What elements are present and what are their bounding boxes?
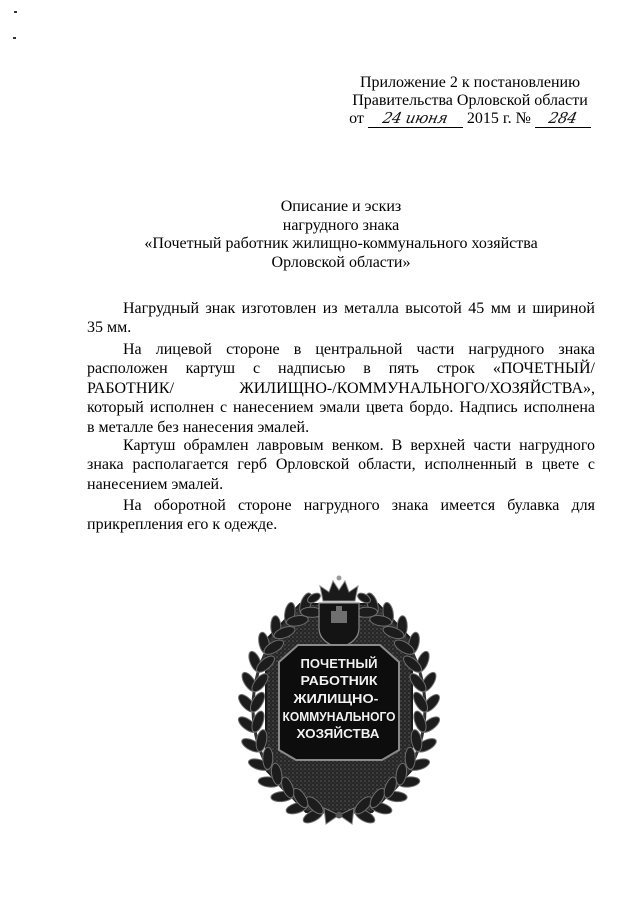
laurel-leaf <box>263 747 273 769</box>
text-line: нанесением эмалей. <box>87 475 224 493</box>
date-field <box>368 110 463 128</box>
paragraph-back-side <box>87 496 595 535</box>
ribbon-knot <box>336 812 343 819</box>
text-line: 35 мм. <box>87 319 132 337</box>
badge-inscription-line: ХОЗЯЙСТВА <box>296 727 374 741</box>
arms-tower <box>336 606 342 612</box>
paragraph-dimensions <box>87 299 595 338</box>
handwritten-date: 24 июня <box>381 109 450 127</box>
government-line: Правительства Орловской области <box>352 92 588 109</box>
date-prefix: от <box>349 110 364 127</box>
badge-inscription-line: ПОЧЕТНЫЙ <box>300 657 375 671</box>
crown-jewel <box>337 576 342 581</box>
text-line: На лицевой стороне в центральной части нагрудного знака <box>123 341 595 358</box>
date-number-line <box>330 110 610 128</box>
text-line: Картуш обрамлен лавровым венком. В верхней части нагрудного <box>123 437 595 454</box>
badge-inscription-line: КОММУНАЛЬНОГО <box>282 710 396 724</box>
arms-fortress <box>331 611 347 623</box>
crown-icon <box>320 581 358 601</box>
title-line: «Почетный работник жилищно-коммунального хозяйства <box>144 235 538 253</box>
title-line: нагрудного знака <box>282 216 400 234</box>
appendix-line: Приложение 2 к постановлению <box>359 74 581 91</box>
document-title <box>87 198 595 273</box>
text-line: который исполнен с нанесением эмали цвета бордо. Надпись исполнена <box>87 399 595 417</box>
appendix-header <box>330 74 610 128</box>
text-line: Нагрудный знак изготовлен из металла высотой 45 мм и шириной <box>123 300 595 317</box>
title-line: Орловской области» <box>271 254 411 272</box>
title-line: Описание и эскиз <box>280 198 402 215</box>
text-line: знака располагается герб Орловской области, исполненный в цвете с <box>87 456 595 474</box>
paragraph-wreath <box>87 436 595 494</box>
badge-inscription-line: РАБОТНИК <box>300 674 378 688</box>
text-line: На оборотной стороне нагрудного знака имеется булавка для <box>123 497 595 514</box>
paragraph-front-side <box>87 340 595 437</box>
text-line: прикрепления его к одежде. <box>87 516 278 534</box>
laurel-leaf <box>405 747 415 769</box>
text-line: в металле без нанесения эмалей. <box>87 418 310 436</box>
scan-mark <box>13 37 16 39</box>
year-number-label: 2015 г. № <box>466 110 531 127</box>
number-field <box>535 110 591 128</box>
scan-mark <box>14 11 17 13</box>
badge-sketch <box>230 570 450 835</box>
text-line: расположен картуш с надписью в пять строк «ПОЧЕТНЫЙ/ <box>87 360 595 378</box>
handwritten-number: 284 <box>547 109 579 127</box>
badge-inscription-line: ЖИЛИЩНО- <box>292 692 379 706</box>
text-line: РАБОТНИК/ ЖИЛИЩНО-/КОММУНАЛЬНОГО/ХОЗЯЙСТВА», <box>87 379 595 397</box>
